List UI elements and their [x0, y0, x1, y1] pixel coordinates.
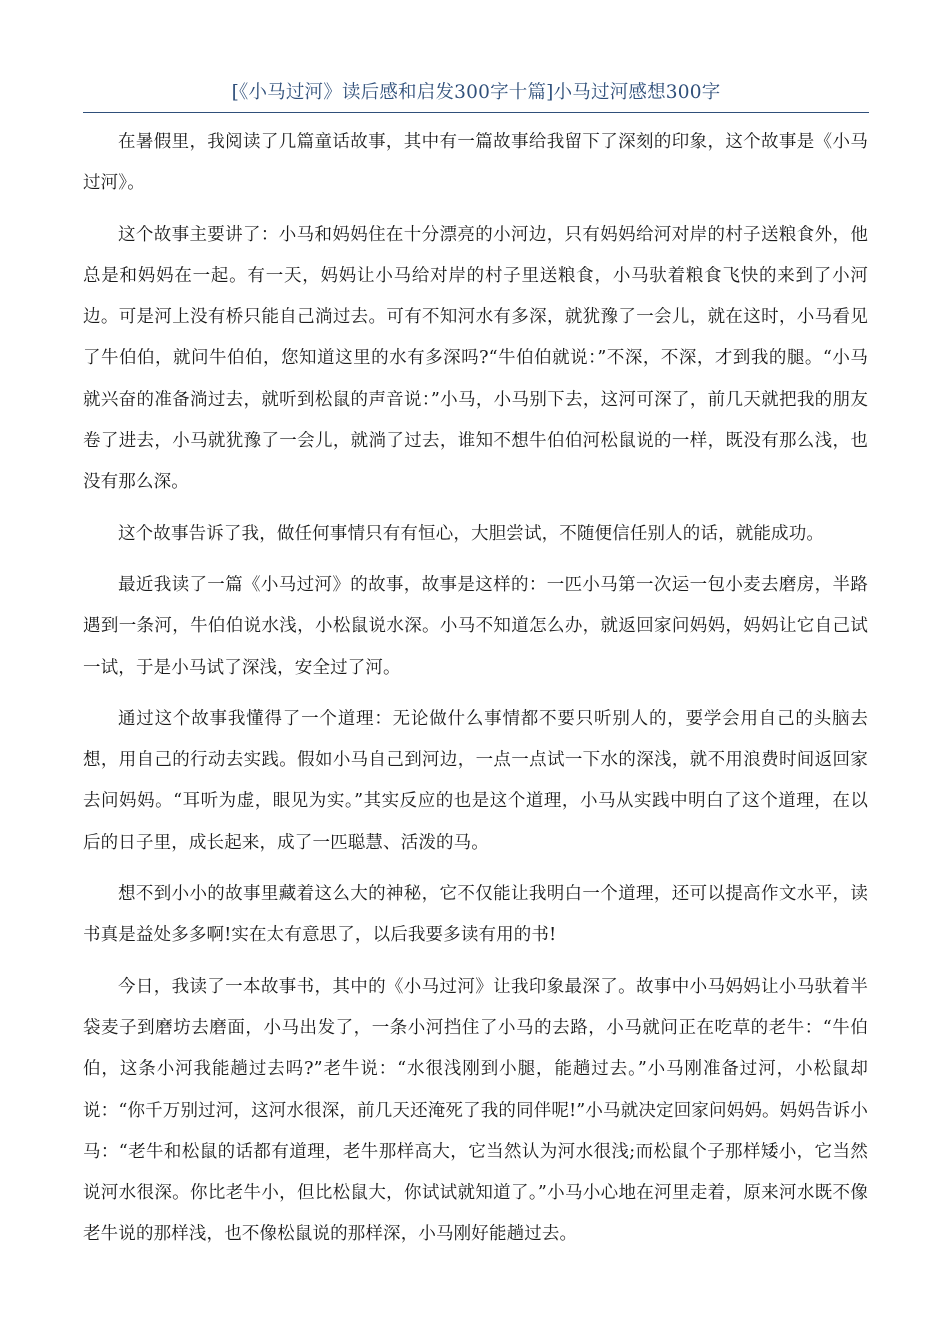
paragraph-7: 今日，我读了一本故事书，其中的《小马过河》让我印象最深了。故事中小马妈妈让小马驮着半袋麦子到磨坊去磨面，小马出发了，一条小河挡住了小马的去路，小马就问正在吃草的老牛：“牛伯伯，这条小河我能趟过去吗?”老牛说：“水很浅刚到小腿，能趟过去。”小马刚准备过河，小松鼠却说：“你千万别过河，这河水很深，前几天还淹死了我的同伴呢!”小马就决定回家问妈妈。妈妈告诉小马：“老牛和松鼠的话都有道理，老牛那样高大，它当然认为河水很浅;而松鼠个子那样矮小，它当然说河水很深。你比老牛小，但比松鼠大，你试试就知道了。”小马小心地在河里走着，原来河水既不像老牛说的那样浅，也不像松鼠说的那样深，小马刚好能趟过去。 — [83, 976, 868, 1245]
paragraph-5: 通过这个故事我懂得了一个道理：无论做什么事情都不要只听别人的，要学会用自己的头脑去想，用自己的行动去实践。假如小马自己到河边，一点一点试一下水的深浅，就不用浪费时间返回家去问妈妈。“耳听为虚，眼见为实。”其实反应的也是这个道理，小马从实践中明白了这个道理，在以后的日子里，成长起来，成了一匹聪慧、活泼的马。 — [83, 708, 868, 853]
document-body — [83, 122, 868, 1266]
paragraph-3: 这个故事告诉了我，做任何事情只有有恒心，大胆尝试，不随便信任别人的话，就能成功。 — [118, 523, 824, 544]
document-header — [83, 78, 869, 113]
paragraph-4: 最近我读了一篇《小马过河》的故事，故事是这样的：一匹小马第一次运一包小麦去磨房，半路遇到一条河，牛伯伯说水浅，小松鼠说水深。小马不知道怎么办，就返回家问妈妈，妈妈让它自己试一试，于是小马试了深浅，安全过了河。 — [83, 574, 868, 678]
document-title: [《小马过河》读后感和启发300字十篇]小马过河感想300字 — [231, 82, 721, 103]
paragraph-6: 想不到小小的故事里藏着这么大的神秘，它不仅能让我明白一个道理，还可以提高作文水平，读书真是益处多多啊!实在太有意思了，以后我要多读有用的书! — [83, 884, 868, 946]
paragraph-2: 这个故事主要讲了：小马和妈妈住在十分漂亮的小河边，只有妈妈给河对岸的村子送粮食外，他总是和妈妈在一起。有一天，妈妈让小马给对岸的村子里送粮食，小马驮着粮食飞快的来到了小河边。可是河上没有桥只能自己淌过去。可有不知河水有多深，就犹豫了一会儿，就在这时，小马看见了牛伯伯，就问牛伯伯，您知道这里的水有多深吗?“牛伯伯就说：”不深，不深，才到我的腿。“小马就兴奋的准备淌过去，就听到松鼠的声音说：”小马，小马别下去，这河可深了，前几天就把我的朋友卷了进去，小马就犹豫了一会儿，就淌了过去，谁知不想牛伯伯河松鼠说的一样，既没有那么浅，也没有那么深。 — [83, 224, 868, 493]
paragraph-1: 在暑假里，我阅读了几篇童话故事，其中有一篇故事给我留下了深刻的印象，这个故事是《小马过河》。 — [83, 132, 868, 194]
